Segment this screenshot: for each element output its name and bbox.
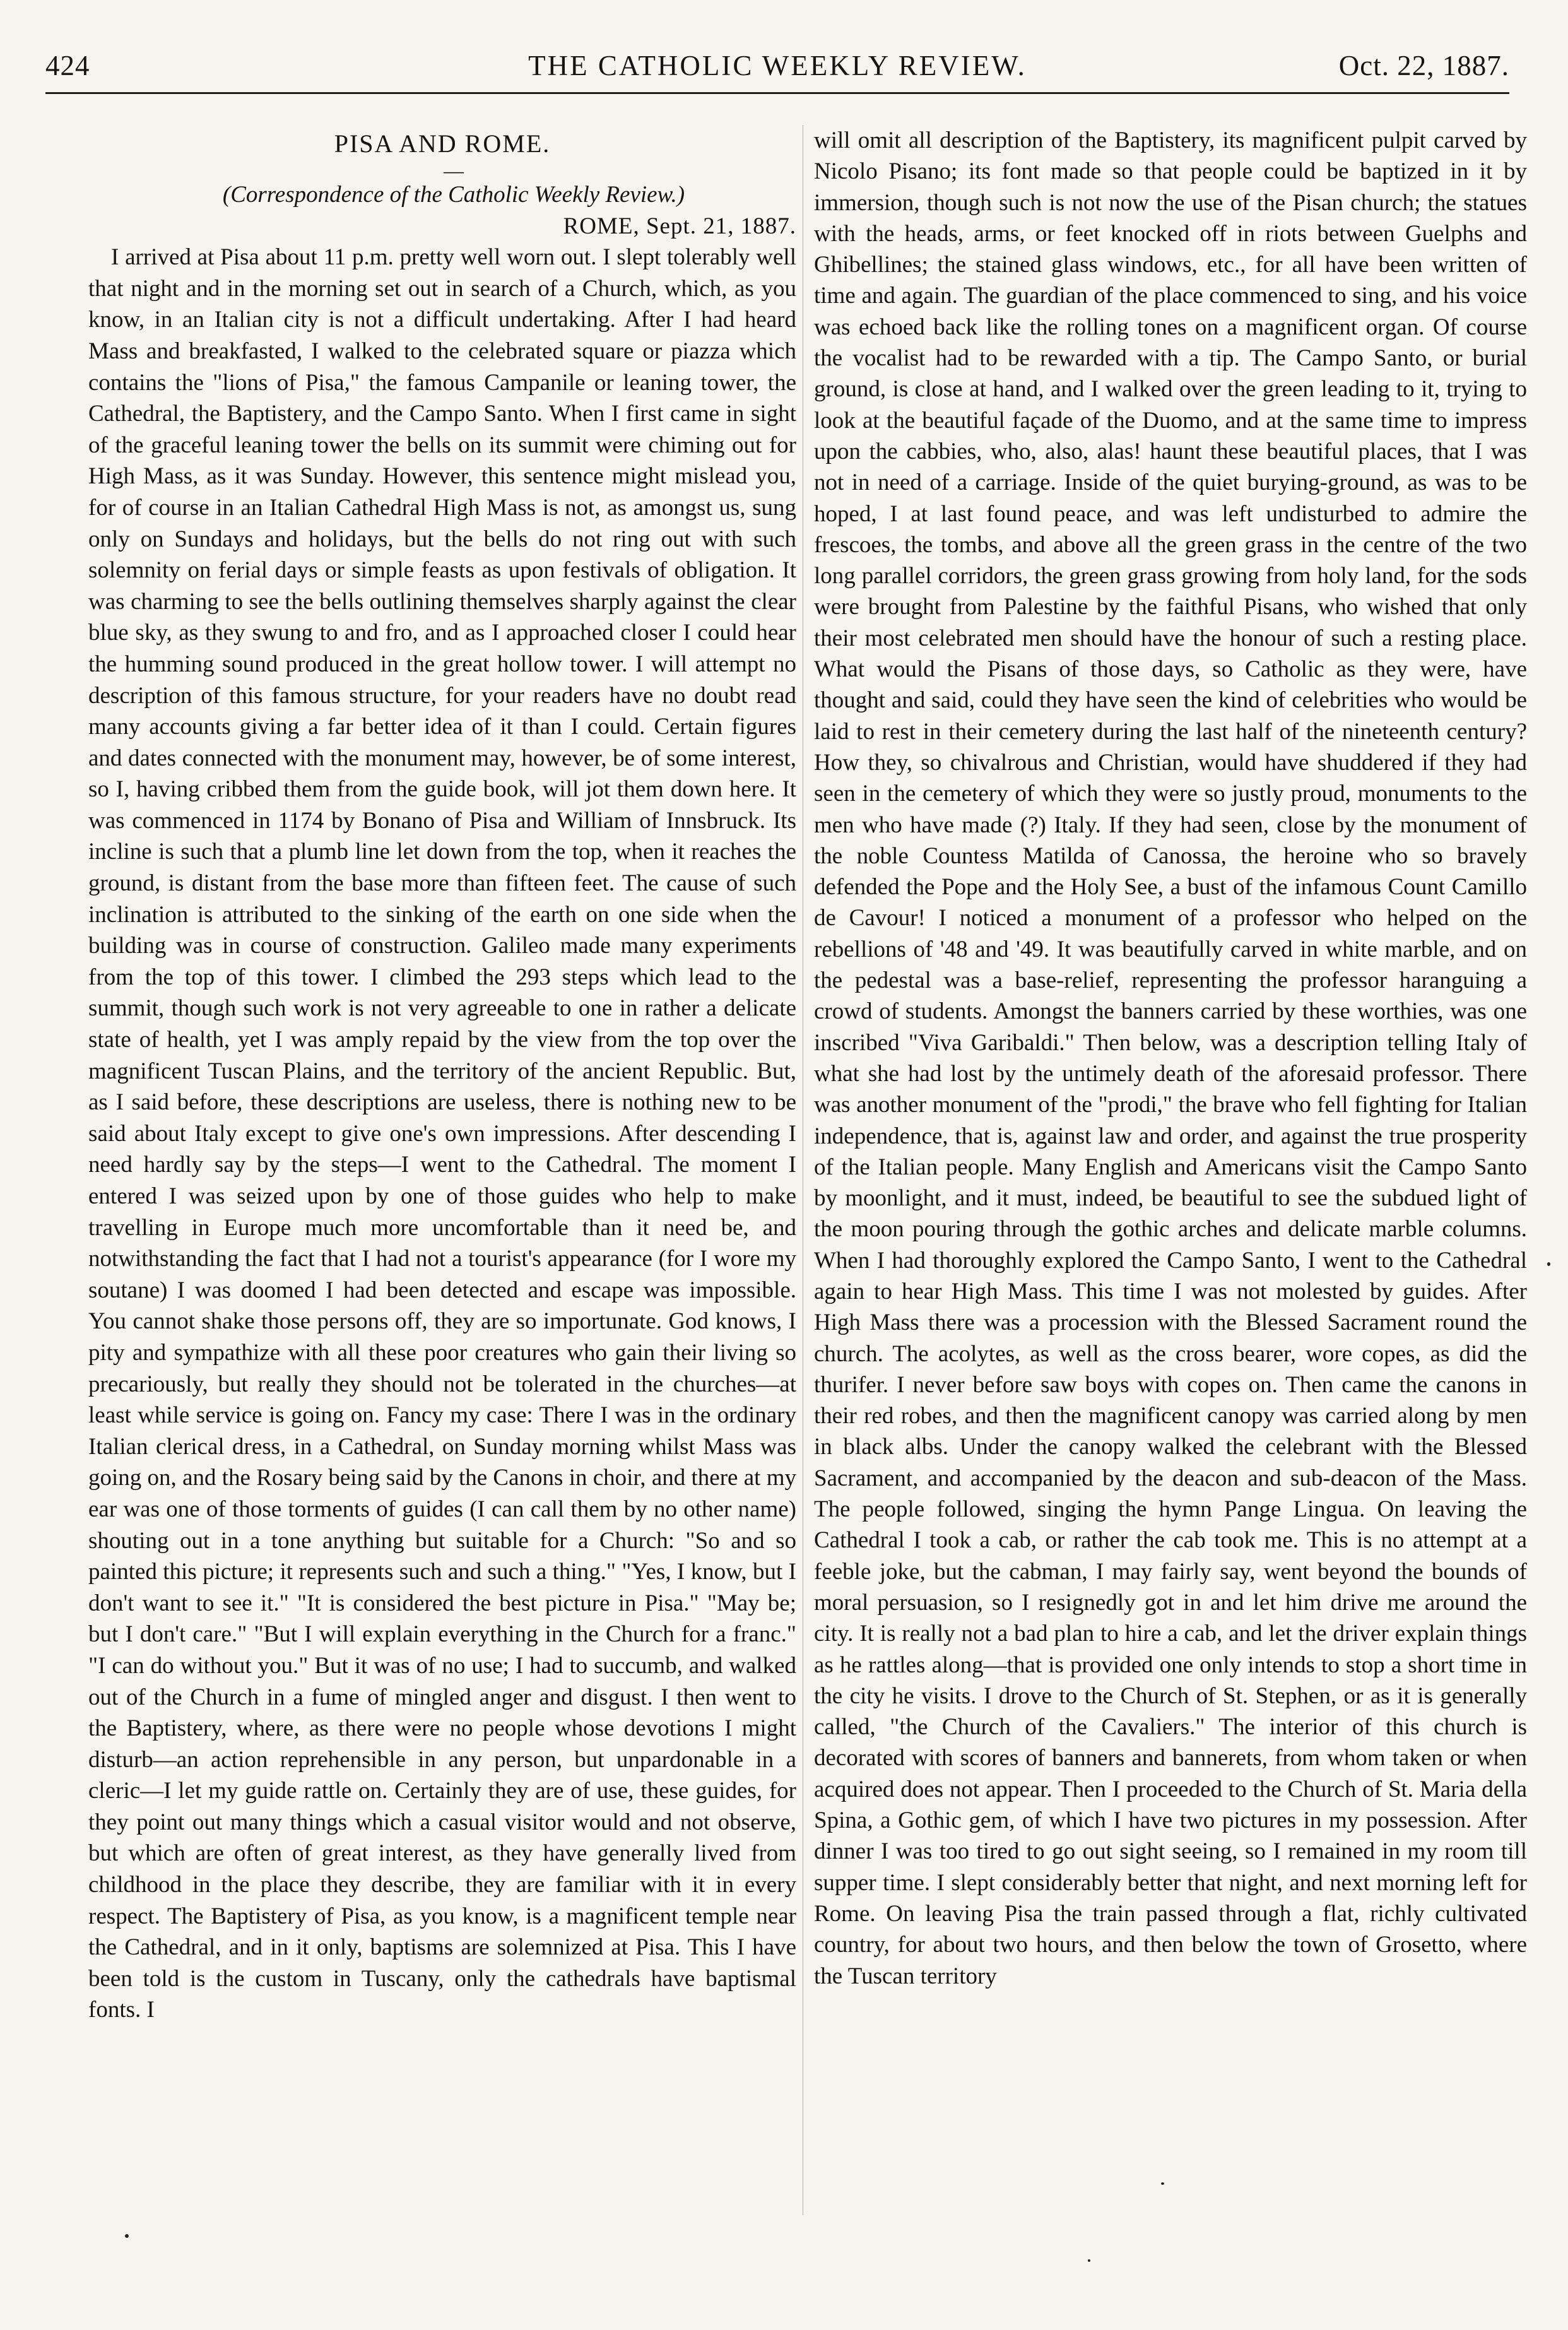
issue-date: Oct. 22, 1887. xyxy=(1338,50,1509,81)
article-column-right xyxy=(814,125,1527,1992)
page-number: 424 xyxy=(45,50,90,81)
running-head xyxy=(45,49,1509,87)
article-title: PISA AND ROME. xyxy=(334,129,551,158)
ink-speck xyxy=(1161,2182,1164,2185)
title-rule: — xyxy=(444,159,464,182)
article-paragraph: I arrived at Pisa about 11 p.m. pretty well worn out. I slept tolerably well that night and in the morning set out in search of a Church, which, as you know, in an Italian city is not a difficult undertaking. After I had heard Mass and breakfasted, I walked to the celebrated square or piazza which contains the "lions of Pisa," the famous Campanile or leaning tower, the Cathedral, the Baptistery, and the Campo Santo. When I first came in sight of the graceful leaning tower the bells on its summit were chiming out for High Mass, as it was Sunday. However, this sentence might mislead you, for of course in an Italian Cathedral High Mass is not, as amongst us, sung only on Sundays and holidays, but the bells do not ring out with such solemnity on ferial days or simple feasts as upon festivals of obligation. It was charming to see the bells outlining themselves sharply against the clear blue sky, as they swung to and fro, and as I approached closer I could hear the humming sound produced in the great hollow tower. I will attempt no description of this famous structure, for your readers have no doubt read many accounts giving a far better idea of it than I could. Certain figures and dates connected with the monument may, however, be of some interest, so I, having cribbed them from the guide book, will jot them down here. It was commenced in 1174 by Bonano of Pisa and William of Innsbruck. Its incline is such that a plumb line let down from the top, when it reaches the ground, is distant from the base more than fifteen feet. The cause of such inclination is attributed to the sinking of the earth on one side when the building was in course of construction. Galileo made many experiments from the top of this tower. I climbed the 293 steps which lead to the summit, though such work is not very agreeable to one in rather a delicate state of health, yet I was amply repaid by the view from the top over the magnificent Tuscan Plains, and the territory of the ancient Republic. But, as I said before, these descriptions are useless, there is nothing new to be said about Italy except to give one's own impressions. After descending I need hardly say by the steps—I went to the Cathedral. The moment I entered I was seized upon by one of those guides who help to make travelling in Europe much more uncomfortable than it need be, and notwithstanding the fact that I had not a tourist's appearance (for I wore my soutane) I was doomed I had been detected and escape was impossible. You cannot shake those persons off, they are so importunate. God knows, I pity and sympathize with all these poor creatures who gain their living so precariously, but really they should not be tolerated in the churches—at least while service is going on. Fancy my case: There I was in the ordinary Italian clerical dress, in a Cathedral, on Sunday morning whilst Mass was going on, and the Rosary being said by the Canons in choir, and there at my ear was one of those torments of guides (I can call them by no other name) shouting out in a tone anything but suitable for a Church: "So and so painted this picture; it represents such and such a thing." "Yes, I know, but I don't want to see it." "It is considered the best picture in Pisa." "May be; but I don't care." "But I will explain everything in the Church for a franc." "I can do without you." But it was of no use; I had to succumb, and walked out of the Church in a fume of mingled anger and disgust. I then went to the Baptistery, where, as there were no people whose devotions I might disturb—an action reprehensible in any person, but unpardonable in a cleric—I let my guide rattle on. Certainly they are of use, these guides, for they point out many things which a casual visitor would and not observe, but which are often of great interest, as they have generally lived from childhood in the place they describe, they are familiar with it in every respect. The Baptistery of Pisa, as you know, is a magnificent temple near the Cathedral, and in it only, baptisms are solemnized at Pisa. This I have been told is the custom in Tuscany, only the cathedrals have baptismal fonts. I xyxy=(88,244,796,2023)
journal-title: THE CATHOLIC WEEKLY REVIEW. xyxy=(528,50,1027,81)
ink-speck xyxy=(1547,1262,1550,1266)
article-paragraph: will omit all description of the Baptistery, its magnificent pulpit carved by Nicolo Pisano; its font made so that people could be baptized in it by immersion, though such is not now the use of the Pisan church; the statues with the heads, arms, or feet knocked off in riots between Guelphs and Ghibellines; the stained glass windows, etc., for all have been written of time and again. The guardian of the place commenced to sing, and his voice was echoed back like the rolling tones on a magnificent organ. Of course the vocalist had to be rewarded with a tip. The Campo Santo, or burial ground, is close at hand, and I walked over the green leading to it, trying to look at the beautiful façade of the Duomo, and at the same time to impress upon the cabbies, who, also, alas! haunt these beautiful places, that I was not in need of a carriage. Inside of the quiet burying-ground, as was to be hoped, I at last found peace, and was left undisturbed to admire the frescoes, the tombs, and above all the green grass in the centre of the two long parallel corridors, the green grass growing from holy land, for the sods were brought from Palestine by the faithful Pisans, who wished that only their most celebrated men should have the honour of such a resting place. What would the Pisans of those days, so Catholic as they were, have thought and said, could they have seen the kind of celebrities who would be laid to rest in their cemetery during the last half of the nineteenth century? How they, so chivalrous and Christian, would have shuddered if they had seen in the cemetery of which they were so justly proud, monuments to the men who have made (?) Italy. If they had seen, close by the monument of the noble Countess Matilda of Canossa, the heroine who so bravely defended the Pope and the Holy See, a bust of the infamous Count Camillo de Cavour! I noticed a monument of a professor who helped on the rebellions of '48 and '49. It was beautifully carved in white marble, and on the pedestal was a base-relief, representing the professor haranguing a crowd of students. Amongst the banners carried by these worthies, was one inscribed "Viva Garibaldi." Then below, was a description telling Italy of what she had lost by the untimely death of the aforesaid professor. There was another monument of the "prodi," the brave who fell fighting for Italian independence, that is, against law and order, and against the true prosperity of the Italian people. Many English and Americans visit the Campo Santo by moonlight, and it must, indeed, be beautiful to see the subdued light of the moon pouring through the gothic arches and delicate marble columns. When I had thoroughly explored the Campo Santo, I went to the Cathedral again to hear High Mass. This time I was not molested by guides. After High Mass there was a procession with the Blessed Sacrament round the church. The acolytes, as well as the cross bearer, wore copes, as did the thurifer. I never before saw boys with copes on. Then came the canons in their red robes, and then the magnificent canopy was carried along by men in black albs. Under the canopy walked the celebrant with the Blessed Sacrament, and accompanied by the deacon and sub-deacon of the Mass. The people followed, singing the hymn Pange Lingua. On leaving the Cathedral I took a cab, or rather the cab took me. This is no attempt at a feeble joke, but the cabman, I may fairly say, went beyond the bounds of moral persuasion, so I resignedly got in and let him drive me around the city. It is really not a bad plan to hire a cab, and let the driver explain things as he rattles along—that is provided one only intends to stop a short time in the city he visits. I drove to the Church of St. Stephen, or as it is generally called, "the Church of the Cavaliers." The interior of this church is decorated with scores of banners and bannerets, from whom taken or when acquired does not appear. Then I proceeded to the Church of St. Maria della Spina, a Gothic gem, of which I have two pictures in my possession. After dinner I was too tired to go out sight seeing, so I remained in my room till supper time. I slept considerably better that night, and next morning left for Rome. On leaving Pisa the train passed through a flat, richly cultivated country, for about two hours, and then below the town of Grosetto, where the Tuscan territory xyxy=(814,127,1527,1989)
article-dateline: ROME, Sept. 21, 1887. xyxy=(563,213,796,239)
article-column-left xyxy=(88,126,796,2026)
ink-speck xyxy=(125,2234,129,2238)
article-byline: (Correspondence of the Catholic Weekly Review.) xyxy=(222,182,685,208)
ink-speck xyxy=(1088,2259,1090,2262)
header-rule xyxy=(45,92,1509,94)
